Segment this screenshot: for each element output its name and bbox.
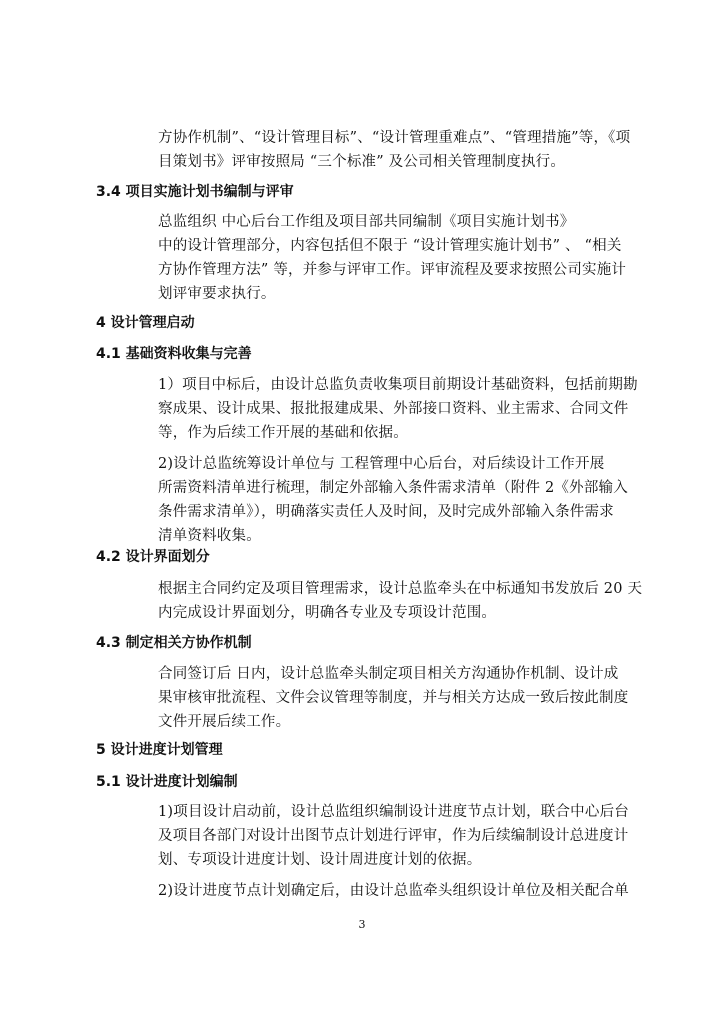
text-line: 1)项目设计启动前，设计总监组织编制设计进度节点计划，联合中心后台 <box>158 804 629 820</box>
text-line: 2)设计进度节点计划确定后，由设计总监牵头组织设计单位及相关配合单 <box>158 883 629 899</box>
paragraph-schedule-1 <box>158 800 629 872</box>
heading-3-4: 3.4 项目实施计划书编制与评审 <box>96 184 294 200</box>
text-line: 果审核审批流程、文件会议管理等制度，并与相关方达成一致后按此制度 <box>158 690 629 706</box>
text-line: 方协作机制”、“设计管理目标”、“设计管理重难点”、“管理措施”等，《项 <box>158 130 631 146</box>
text-line: 方协作管理方法” 等，并参与评审工作。评审流程及要求按照公司实施计 <box>158 262 627 278</box>
paragraph-basic-data-2 <box>158 452 628 548</box>
heading-4-3: 4.3 制定相关方协作机制 <box>96 635 252 651</box>
text-line: 所需资料清单进行梳理，制定外部输入条件需求清单（附件 2《外部输入 <box>158 480 628 496</box>
heading-5-1: 5.1 设计进度计划编制 <box>96 774 238 790</box>
text-line: 总监组织 中心后台工作组及项目部共同编制《项目实施计划书》 <box>158 214 575 230</box>
paragraph-collaboration <box>158 662 628 734</box>
text-line: 条件需求清单》），明确落实责任人及时间，及时完成外部输入条件需求 <box>158 504 614 520</box>
text-line: 划、专项设计进度计划、设计周进度计划的依据。 <box>158 852 482 868</box>
paragraph-implementation-plan <box>158 210 626 306</box>
paragraph-basic-data-1 <box>158 373 638 445</box>
text-line: 1）项目中标后，由设计总监负责收集项目前期设计基础资料，包括前期勘 <box>158 377 638 393</box>
text-line: 清单资料收集。 <box>158 528 261 544</box>
text-line: 根据主合同约定及项目管理需求，设计总监牵头在中标通知书发放后 20 天 <box>158 581 643 597</box>
text-line: 目策划书》评审按照局 “三个标准” 及公司相关管理制度执行。 <box>158 154 566 170</box>
text-line: 中的设计管理部分，内容包括但不限于 “设计管理实施计划书” 、 “相关 <box>158 238 622 254</box>
heading-5: 5 设计进度计划管理 <box>96 742 223 758</box>
page-number: 3 <box>358 918 366 931</box>
text-line: 等，作为后续工作开展的基础和依据。 <box>158 425 408 441</box>
paragraph-planning-review <box>158 126 630 174</box>
text-line: 合同签订后 日内，设计总监牵头制定项目相关方沟通协作机制、设计成 <box>158 666 619 682</box>
heading-4-1: 4.1 基础资料收集与完善 <box>96 346 252 362</box>
text-line: 文件开展后续工作。 <box>158 714 291 730</box>
text-line: 及项目各部门对设计出图节点计划进行评审，作为后续编制设计总进度计 <box>158 828 629 844</box>
paragraph-interface-division <box>158 577 642 625</box>
paragraph-schedule-2 <box>158 879 629 903</box>
text-line: 内完成设计界面划分，明确各专业及专项设计范围。 <box>158 605 497 621</box>
text-line: 察成果、设计成果、报批报建成果、外部接口资料、业主需求、合同文件 <box>158 401 629 417</box>
text-line: 2)设计总监统筹设计单位与 工程管理中心后台，对后续设计工作开展 <box>158 456 605 472</box>
text-line: 划评审要求执行。 <box>158 286 276 302</box>
heading-4-2: 4.2 设计界面划分 <box>96 549 210 565</box>
heading-4: 4 设计管理启动 <box>96 315 195 331</box>
